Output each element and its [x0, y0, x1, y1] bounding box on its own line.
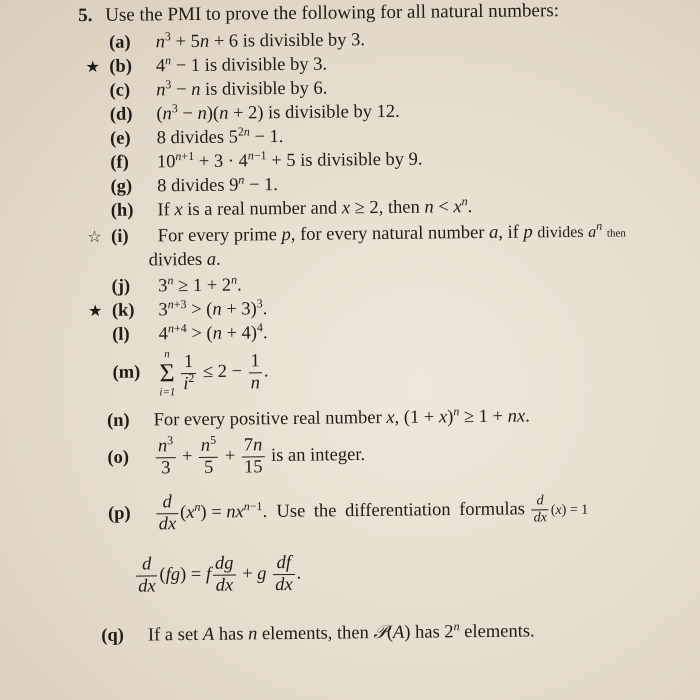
- item-o: [79, 434, 366, 480]
- item-label: (b): [109, 56, 133, 77]
- item-q: [73, 620, 535, 647]
- item-g: [82, 172, 279, 198]
- item-text: $\frac{n^3}{3}$ + $\frac{n^5}{5}$ + $\frac{7n}{15}$ is an integer.: [157, 432, 366, 479]
- item-text: If a set A has n elements, then 𝒫(A) has 2$^n$ elements.: [147, 619, 535, 646]
- item-label: (m): [112, 362, 141, 384]
- item-e: [81, 124, 284, 150]
- item-text: For every positive real number x, $(1 + x)^n \ge 1$ + nx.: [153, 404, 530, 431]
- item-k: [83, 296, 268, 322]
- exercise-number: 5.: [78, 5, 93, 27]
- item-text: $n^3 + 5n + 6$ is divisible by 3.: [155, 29, 366, 53]
- star-marker: ☆: [87, 228, 102, 247]
- star-marker: ★: [88, 302, 103, 321]
- item-label: (a): [108, 32, 131, 53]
- item-text: $3^n \ge 1 + 2^n$.: [158, 272, 242, 297]
- item-label: (q): [101, 625, 125, 646]
- item-text: $3^{n+3} > (n + 3)^3$.: [158, 296, 268, 321]
- item-label: (f): [110, 152, 129, 173]
- item-j: [83, 272, 242, 298]
- item-l: [83, 320, 268, 346]
- item-i: [82, 218, 626, 248]
- item-b: [81, 55, 328, 79]
- item-label: (d): [109, 104, 133, 125]
- item-m: [84, 347, 269, 399]
- item-n: [78, 406, 530, 432]
- item-c: [81, 79, 328, 103]
- item-p-continuation: $\frac{d}{dx}$ (fg) = f $\frac{dg}{dx}$ + g $\frac{df}{dx}$ .: [134, 553, 302, 598]
- item-text: $10^{n+1} + 3 \cdot 4^{n-1} + 5$ is divisible by 9.: [156, 148, 423, 173]
- sigma-symbol: n Σ i=1: [159, 348, 176, 399]
- item-text: $4^{n+4} > (n + 4)^4$.: [158, 320, 268, 345]
- item-label: (j): [111, 276, 131, 297]
- item-label: (l): [112, 324, 130, 345]
- item-text: For every prime p, for every natural number a, if p divides $a^n$ then: [157, 218, 626, 247]
- item-label: (n): [106, 410, 130, 431]
- item-text: If x is a real number and x ≥ 2, then $n < x^n$.: [157, 194, 473, 221]
- item-label: (k): [111, 300, 135, 321]
- item-label: (p): [107, 503, 131, 524]
- star-marker: ★: [85, 58, 100, 77]
- item-label: (g): [110, 176, 133, 197]
- item-label: (e): [109, 128, 131, 149]
- exercise-heading: [78, 0, 559, 27]
- item-label: (c): [109, 80, 131, 101]
- item-text: $(n^3 - n)(n + 2)$ is divisible by 12.: [156, 101, 400, 125]
- item-text: 8 divides $9^n - 1$.: [157, 172, 279, 197]
- item-h: [82, 194, 473, 222]
- item-text: $\frac{d}{dx}$ $(x^n) = nx^{n-1}$. Use the differentiation formulas $\frac{d}{dx}$ (x) = 1: [154, 488, 588, 536]
- item-label: (i): [111, 226, 129, 247]
- item-text: $4^n - 1$ is divisible by 3.: [155, 53, 328, 77]
- item-label: (h): [110, 200, 134, 221]
- exercise-heading-text: Use the PMI to prove the following for all natural numbers:: [105, 0, 560, 26]
- item-label: (o): [107, 447, 130, 468]
- item-d: [81, 102, 400, 126]
- item-text: $n^3 - n$ is divisible by 6.: [156, 77, 328, 101]
- item-text: 8 divides $5^{2n} - 1$.: [156, 124, 284, 149]
- item-i-continuation: divides a.: [148, 249, 221, 271]
- item-a: [80, 30, 365, 54]
- item-f: [82, 150, 423, 175]
- item-text: n Σ i=1 $\frac{1}{i^2}$ ≤ 2 − $\frac{1}{n}$ .: [159, 348, 269, 399]
- item-p: [79, 488, 588, 536]
